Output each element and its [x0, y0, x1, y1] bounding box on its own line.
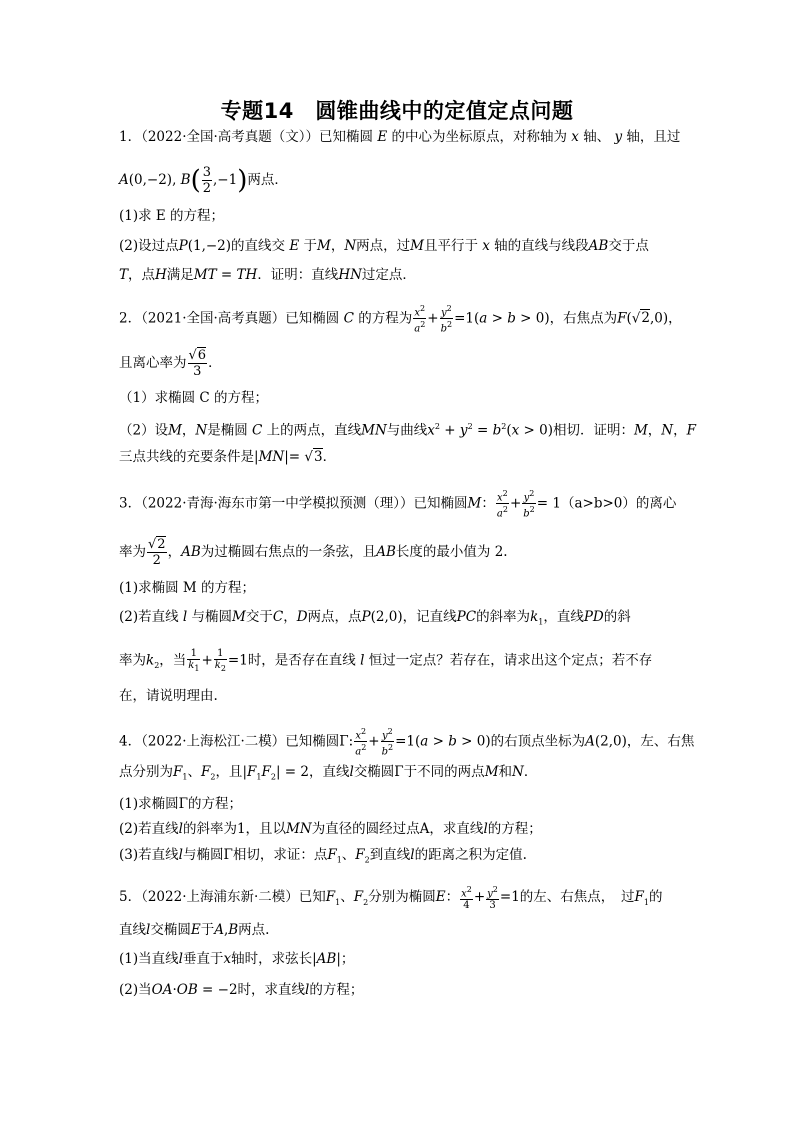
p2-line-1: 2．（2021·全国·高考真题）已知椭圆 C 的方程为 $\frac{x^2}{a^2}$ + $\frac{y^2}{b^2}$ =1(a > b > 0)，右焦点为F(√2,0)，: [119, 304, 682, 335]
p2-question-2-cont: 三点共线的充要条件是|MN|= √3．: [119, 449, 337, 465]
p3-question-2: (2)若直线 l 与椭圆M交于C，D两点，点P(2,0)，记直线PC的斜率为$k_1$，直线PD的斜: [119, 609, 631, 627]
p2-question-2: （2）设M，N是椭圆 C 上的两点，直线MN与曲线$x^2 + y^2 = b^2(x > 0)$相切．证明：M，N，F: [119, 422, 696, 439]
p4-line-1: 4．（2022·上海松江·二模）已知椭圆Γ: $\frac{x^2}{a^2}$ + $\frac{y^2}{b^2}$ =1(a > b > 0)的右顶点坐标为A(2,0)，左、右焦: [119, 727, 695, 758]
p1-question-1: (1)求 E 的方程；: [119, 208, 225, 224]
p1-line-2: A(0,−2), B( $\frac{3}{2}$ ,−1)两点．: [119, 165, 288, 196]
p4-number: 4．: [119, 733, 142, 750]
p5-source: （2022·上海浦东新·二模）: [141, 889, 299, 906]
p4-line-2: 点分别为$F_1$、$F_2$，且$|F_1F_2| = 2$，直线l交椭圆Γ于不同的两点M和N．: [119, 764, 538, 782]
p1-question-2-cont: T，点H满足MT = TH．证明：直线HN过定点．: [119, 267, 416, 283]
p5-number: 5．: [119, 889, 142, 906]
p1-line-1: 1．（2022·全国·高考真题（文））已知椭圆 E 的中心为坐标原点，对称轴为 x 轴、 y 轴，且过: [119, 129, 681, 145]
p3-line-1: 3．（2022·青海·海东市第一中学模拟预测（理））已知椭圆M： $\frac{x^2}{a^2}$ + $\frac{y^2}{b^2}$ = 1（a>b>0）的离心: [119, 489, 677, 520]
p2-source: （2021·全国·高考真题）: [141, 310, 286, 327]
p4-source: （2022·上海松江·二模）: [141, 733, 286, 750]
p1-question-2: (2)设过点P(1,−2)的直线交 E 于M，N两点，过M且平行于 x 轴的直线与线段AB交于点: [119, 238, 649, 254]
p3-question-1: (1)求椭圆 M 的方程；: [119, 580, 256, 596]
p2-question-1: （1）求椭圆 C 的方程；: [119, 390, 269, 406]
p4-question-1: (1)求椭圆Γ的方程；: [119, 796, 242, 812]
p2-number: 2．: [119, 310, 142, 327]
p3-question-2-cont: 率为$k_2$，当 $\frac{1}{k_1}$ + $\frac{1}{k_2}$ =1时，是否存在直线 l 恒过一定点？若存在，请求出这个定点；若不存: [119, 648, 653, 673]
p4-question-2: (2)若直线l的斜率为1，且以MN为直径的圆经过点A，求直线l的方程；: [119, 821, 542, 837]
p5-line-1: 5．（2022·上海浦东新·二模）已知$F_1$、$F_2$分别为椭圆E： $\frac{x^2}{4}$ + $\frac{y^2}{3}$ =1的左、右焦点， 过$F_1$的: [119, 885, 663, 912]
p4-question-3: (3)若直线l与椭圆Γ相切，求证：点$F_1$、$F_2$到直线l的距离之积为定值.: [119, 847, 527, 865]
p3-number: 3．: [119, 495, 142, 512]
p2-line-2: 且离心率为 $\frac{√6}{3}$ ．: [119, 348, 222, 379]
p3-source: （2022·青海·海东市第一中学模拟预测（理））: [141, 495, 414, 512]
p5-question-1: (1)当直线l垂直于x轴时，求弦长|AB|；: [119, 951, 355, 967]
p5-line-2: 直线l交椭圆E于A,B两点.: [119, 922, 270, 938]
p5-question-2: (2)当OA·OB = −2时，求直线l的方程；: [119, 982, 364, 998]
p1-source: （2022·全国·高考真题（文））: [141, 129, 320, 145]
page-title: 专题14 圆锥曲线中的定值定点问题: [220, 99, 574, 123]
p3-line-2: 率为 $\frac{√2}{2}$ ，AB为过椭圆右焦点的一条弦，且AB长度的最小值为 2.: [119, 537, 508, 568]
p1-number: 1．: [119, 129, 142, 145]
p3-question-2-end: 在，请说明理由.: [119, 688, 218, 704]
